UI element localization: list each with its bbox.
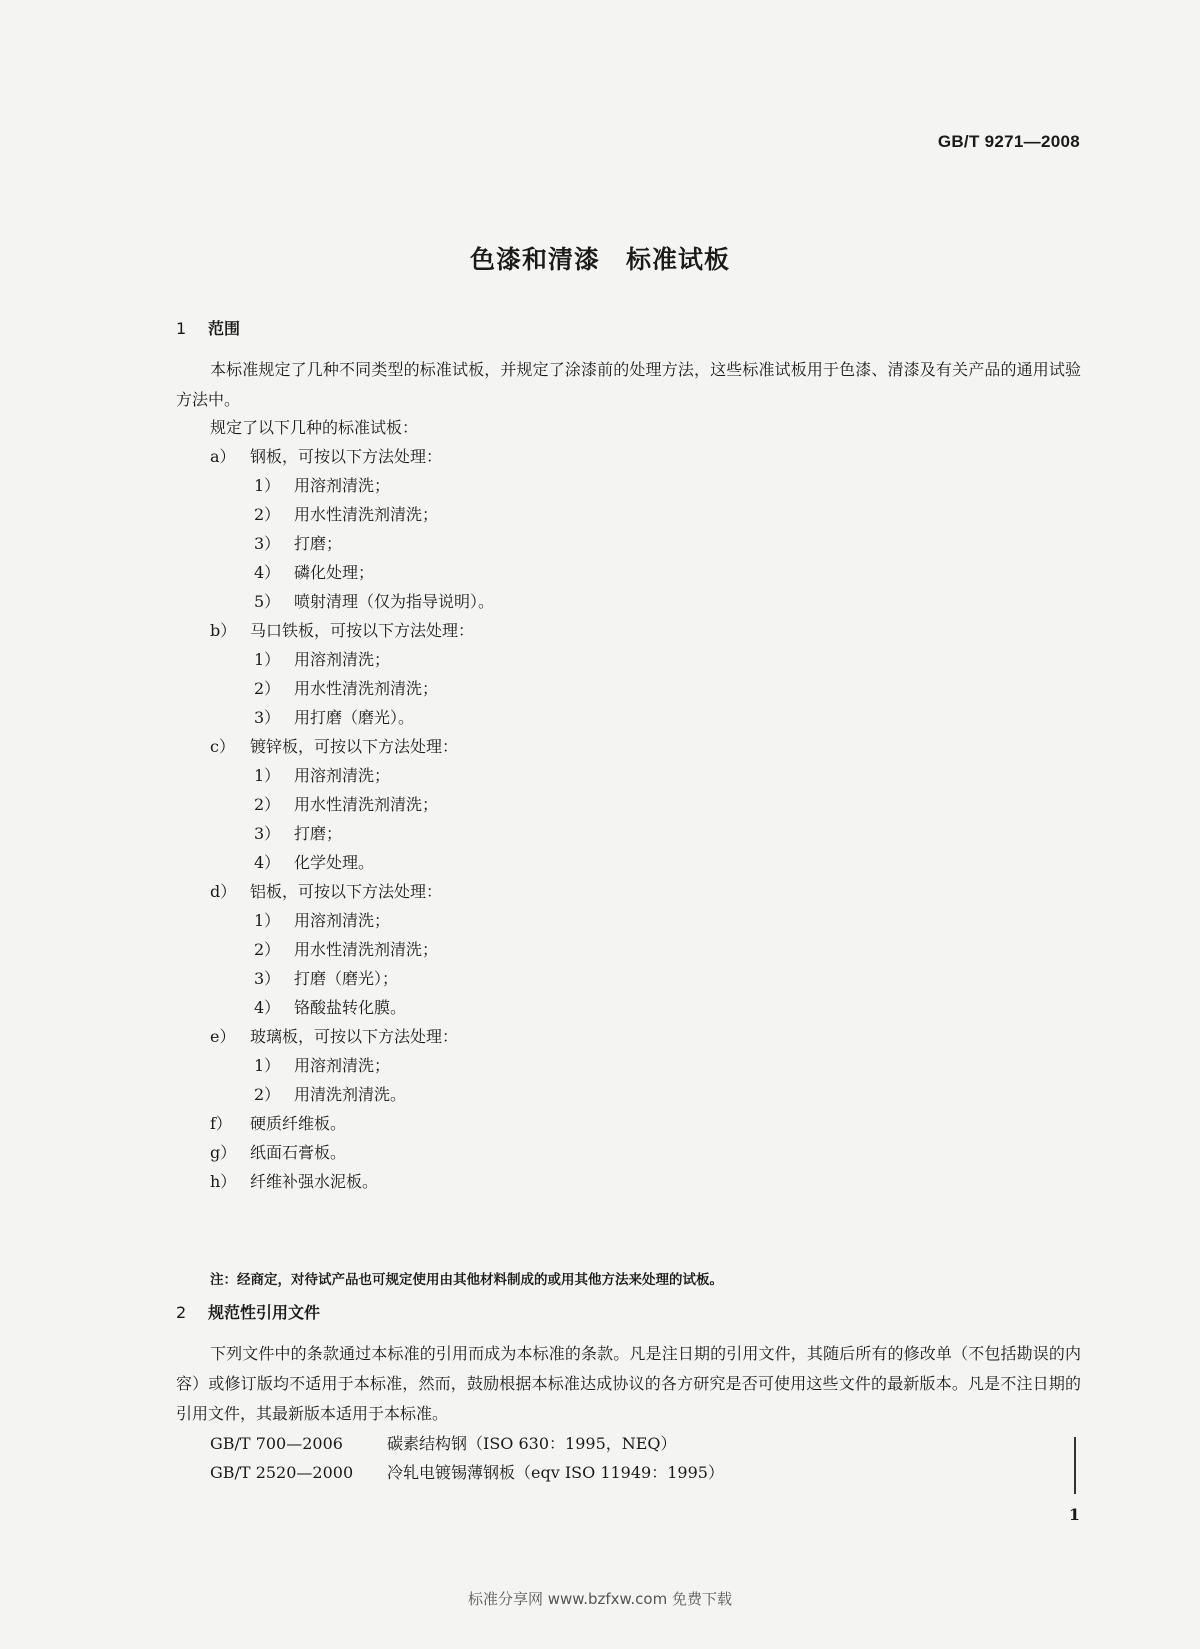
list-item-h [210, 1167, 378, 1197]
sub-label: 3） [254, 969, 281, 988]
sub-text: 打磨； [294, 534, 343, 553]
watermark-footer: 标准分享网 www.bzfxw.com 免费下载 [468, 1590, 732, 1608]
sub-text: 用清洗剂清洗。 [294, 1085, 407, 1104]
margin-change-bar [1074, 1437, 1076, 1494]
sub-label: 2） [254, 679, 281, 698]
sub-item [254, 1051, 390, 1081]
list-label: g） [210, 1143, 237, 1162]
list-label: b） [210, 621, 237, 640]
sub-item [254, 935, 438, 965]
section-1-number: 1 [176, 319, 187, 338]
list-text: 纸面石膏板。 [250, 1143, 347, 1162]
sub-label: 4） [254, 998, 281, 1017]
sub-label: 4） [254, 563, 281, 582]
sub-item [254, 848, 374, 878]
document-title: 色漆和清漆 标准试板 [469, 245, 730, 274]
sub-text: 打磨； [294, 824, 343, 843]
list-item-g [210, 1138, 346, 1168]
sub-item [254, 674, 438, 704]
sub-text: 用溶剂清洗； [294, 766, 391, 785]
reference-title: 碳素结构钢（ISO 630：1995，NEQ） [387, 1434, 677, 1453]
sub-item [254, 645, 390, 675]
section-1-heading [176, 316, 240, 339]
sub-item [254, 703, 414, 733]
sub-text: 用溶剂清洗； [294, 650, 391, 669]
standard-code: GB/T 9271—2008 [937, 132, 1080, 151]
sub-label: 1） [254, 476, 281, 495]
section-2-intro: 下列文件中的条款通过本标准的引用而成为本标准的条款。凡是注日期的引用文件，其随后所有的修改单（不包括勘误的内容）或修订版均不适用于本标准，然而，鼓励根据本标准达成协议的各方研究是否可使用这些文件的最新版本。凡是不注日期的引用文件，其最新版本适用于本标准。 [176, 1344, 1081, 1423]
sub-item [254, 558, 374, 588]
sub-label: 1） [254, 766, 281, 785]
section-2-number: 2 [176, 1303, 187, 1322]
list-label: d） [210, 882, 237, 901]
list-label: c） [210, 737, 235, 756]
sub-text: 用水性清洗剂清洗； [294, 679, 439, 698]
sub-label: 2） [254, 940, 281, 959]
reference-item [210, 1458, 724, 1488]
sub-label: 3） [254, 534, 281, 553]
sub-label: 5） [254, 592, 281, 611]
list-item-b [210, 616, 474, 646]
sub-item [254, 587, 494, 617]
sub-item [254, 1080, 406, 1110]
list-text: 钢板，可按以下方法处理： [250, 447, 443, 466]
sub-text: 用溶剂清洗； [294, 911, 391, 930]
reference-code: GB/T 2520—2000 [210, 1463, 354, 1482]
sub-text: 打磨（磨光）； [294, 969, 399, 988]
list-intro: 规定了以下几种的标准试板： [210, 418, 419, 437]
list-text: 马口铁板，可按以下方法处理： [250, 621, 475, 640]
list-item-e [210, 1022, 458, 1052]
sub-text: 化学处理。 [294, 853, 375, 872]
sub-text: 用水性清洗剂清洗； [294, 795, 439, 814]
section-1-intro: 本标准规定了几种不同类型的标准试板，并规定了涂漆前的处理方法，这些标准试板用于色漆、清漆及有关产品的通用试验方法中。 [176, 360, 1081, 409]
sub-text: 用溶剂清洗； [294, 1056, 391, 1075]
sub-item [254, 529, 342, 559]
list-item-d [210, 877, 442, 907]
list-item-a [210, 442, 442, 472]
sub-label: 4） [254, 853, 281, 872]
list-text: 铝板，可按以下方法处理： [250, 882, 443, 901]
sub-label: 1） [254, 911, 281, 930]
sub-label: 2） [254, 795, 281, 814]
sub-item [254, 819, 342, 849]
reference-title: 冷轧电镀锡薄钢板（eqv ISO 11949：1995） [387, 1463, 724, 1482]
list-label: a） [210, 447, 236, 466]
section-1-title: 范围 [208, 319, 241, 338]
sub-item [254, 964, 398, 994]
list-label: f） [210, 1114, 232, 1133]
sub-item [254, 906, 390, 936]
sub-label: 3） [254, 708, 281, 727]
sub-item [254, 471, 390, 501]
sub-label: 1） [254, 650, 281, 669]
list-label: h） [210, 1172, 237, 1191]
sub-item [254, 993, 406, 1023]
page-number: 1 [1068, 1505, 1080, 1524]
list-label: e） [210, 1027, 236, 1046]
sub-label: 1） [254, 1056, 281, 1075]
reference-item [210, 1429, 677, 1459]
list-text: 镀锌板，可按以下方法处理： [250, 737, 459, 756]
list-text: 玻璃板，可按以下方法处理： [250, 1027, 459, 1046]
sub-text: 喷射清理（仅为指导说明）。 [294, 592, 495, 611]
list-text: 纤维补强水泥板。 [250, 1172, 379, 1191]
sub-label: 3） [254, 824, 281, 843]
sub-text: 磷化处理； [294, 563, 375, 582]
sub-item [254, 790, 438, 820]
section-1-note: 注：经商定，对待试产品也可规定使用由其他材料制成的或用其他方法来处理的试板。 [210, 1272, 723, 1288]
sub-label: 2） [254, 1085, 281, 1104]
sub-text: 用溶剂清洗； [294, 476, 391, 495]
list-text: 硬质纤维板。 [250, 1114, 347, 1133]
reference-code: GB/T 700—2006 [210, 1434, 343, 1453]
section-2-heading [176, 1300, 320, 1323]
list-item-c [210, 732, 458, 762]
sub-text: 用水性清洗剂清洗； [294, 505, 439, 524]
sub-item [254, 500, 438, 530]
sub-item [254, 761, 390, 791]
sub-text: 用打磨（磨光）。 [294, 708, 415, 727]
list-item-f [210, 1109, 346, 1139]
sub-text: 铬酸盐转化膜。 [294, 998, 407, 1017]
sub-text: 用水性清洗剂清洗； [294, 940, 439, 959]
sub-label: 2） [254, 505, 281, 524]
section-2-title: 规范性引用文件 [208, 1303, 321, 1322]
